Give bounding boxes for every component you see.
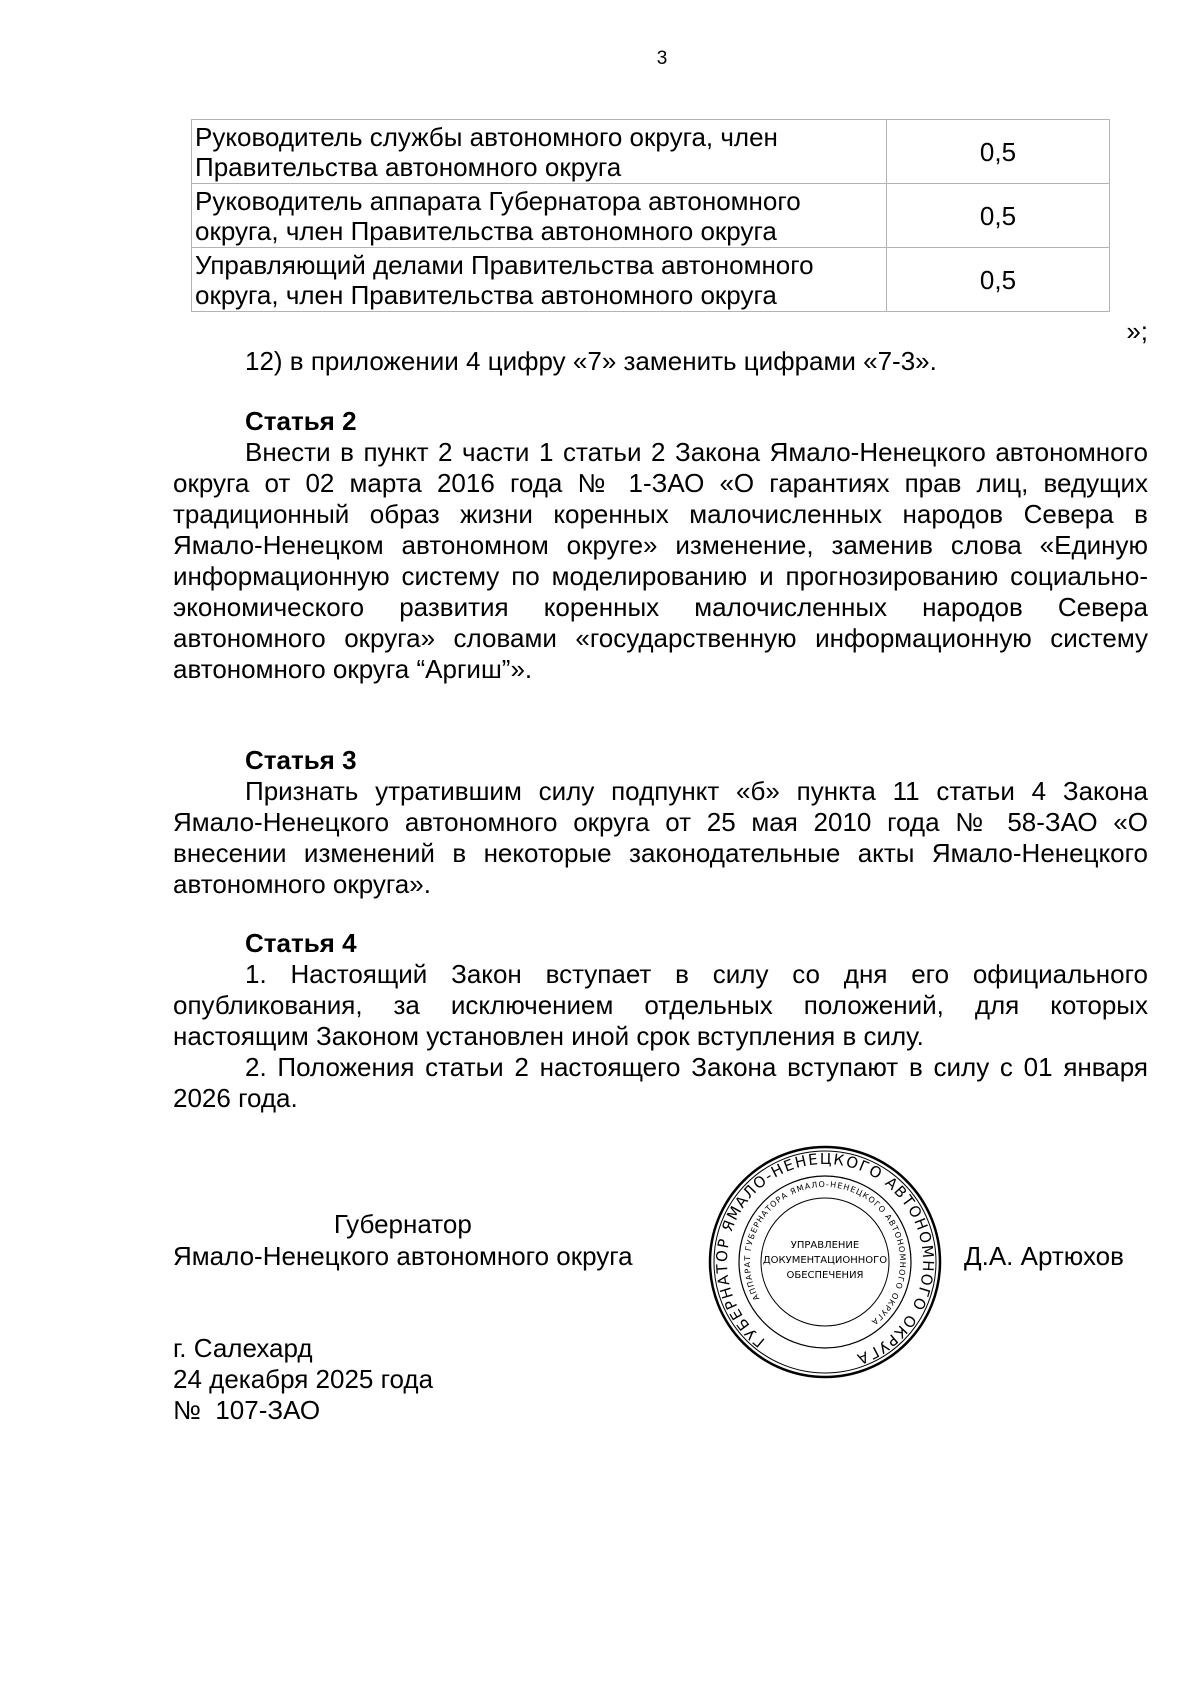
signature-title-line: Губернатор xyxy=(333,1209,472,1239)
position-line: Правительства автономного округа xyxy=(195,152,622,182)
page-number: 3 xyxy=(656,48,668,69)
signature-name: Д.А. Артюхов xyxy=(964,1241,1124,1271)
article-3-heading: Статья 3 xyxy=(245,745,357,775)
article-3 xyxy=(173,745,1148,900)
signature-title xyxy=(173,1208,633,1272)
table-cell-value: 0,5 xyxy=(887,184,1110,248)
seal-center-line: ОБЕСПЕЧЕНИЯ xyxy=(786,1270,864,1281)
article-4-paragraph-1: 1. Настоящий Закон вступает в силу со дня его официального опубликования, за исключением отдельных положений, для которых настоящим Законом установлен иной срок вступления в силу. xyxy=(173,959,1148,1051)
article-2-text: Внести в пункт 2 части 1 статьи 2 Закона Ямало-Ненецкого автономного округа от 02 марта 2016 года № 1-ЗАО «О гарантиях прав лиц, ведущих традиционный образ жизни коренных малочисленных народов Севера в Ямало-Ненецком автономном округе» изменение, заменив слова «Единую информационную систему по моделированию и прогнозированию социально-экономического развития коренных малочисленных народов Севера автономного округа» словами «государственную информационную систему автономного округа “Аргиш”». xyxy=(173,437,1148,684)
table-row xyxy=(192,120,1110,184)
quote-close: »; xyxy=(1126,316,1148,346)
signature-title-line: Ямало-Ненецкого автономного округа xyxy=(173,1241,633,1271)
position-line: Руководитель аппарата Губернатора автономного xyxy=(195,186,801,216)
table-row xyxy=(192,248,1110,312)
table-cell-position xyxy=(192,184,887,248)
table-cell-position xyxy=(192,248,887,312)
item-12-text: 12) в приложении 4 цифру «7» заменить цифрами «7-3». xyxy=(245,346,937,376)
date: 24 декабря 2025 года xyxy=(173,1364,434,1394)
article-4-heading: Статья 4 xyxy=(245,928,357,958)
article-4-paragraph-2: 2. Положения статьи 2 настоящего Закона вступают в силу с 01 января 2026 года. xyxy=(173,1052,1148,1113)
seal-center-line: ДОКУМЕНТАЦИОННОГО xyxy=(762,1255,888,1266)
position-line: округа, член Правительства автономного округа xyxy=(195,216,777,246)
table-cell-position xyxy=(192,120,887,184)
city: г. Салехард xyxy=(173,1333,313,1363)
table-cell-value: 0,5 xyxy=(887,120,1110,184)
seal-inner-text: АППАРАТ ГУБЕРНАТОРА ЯМАЛО-НЕНЕЦКОГО АВТОНОМНОГО ОКРУГА xyxy=(742,1179,908,1328)
coefficient-table xyxy=(191,119,1110,312)
article-2-heading: Статья 2 xyxy=(245,406,357,436)
seal-outer-text: ГУБЕРНАТОР ЯМАЛО-НЕНЕЦКОГО АВТОНОМНОГО ОКРУГА xyxy=(712,1149,938,1369)
position-line: Руководитель службы автономного округа, член xyxy=(195,122,778,152)
position-line: округа, член Правительства автономного округа xyxy=(195,280,777,310)
article-3-text: Признать утратившим силу подпункт «б» пункта 11 статьи 4 Закона Ямало-Ненецкого автономного округа от 25 мая 2010 года № 58-ЗАО «О внесении изменений в некоторые законодательные акты Ямало-Ненецкого автономного округа». xyxy=(173,776,1148,899)
place-date-number xyxy=(173,1333,433,1426)
seal-center-line: УПРАВЛЕНИЕ xyxy=(790,1240,860,1251)
table-cell-value: 0,5 xyxy=(887,248,1110,312)
position-line: Управляющий делами Правительства автономного xyxy=(195,250,814,280)
official-seal xyxy=(708,1145,942,1379)
article-4 xyxy=(173,928,1148,1114)
article-2 xyxy=(173,406,1148,685)
table-row xyxy=(192,184,1110,248)
item-12 xyxy=(173,346,1148,377)
law-number: № 107-ЗАО xyxy=(173,1395,321,1425)
